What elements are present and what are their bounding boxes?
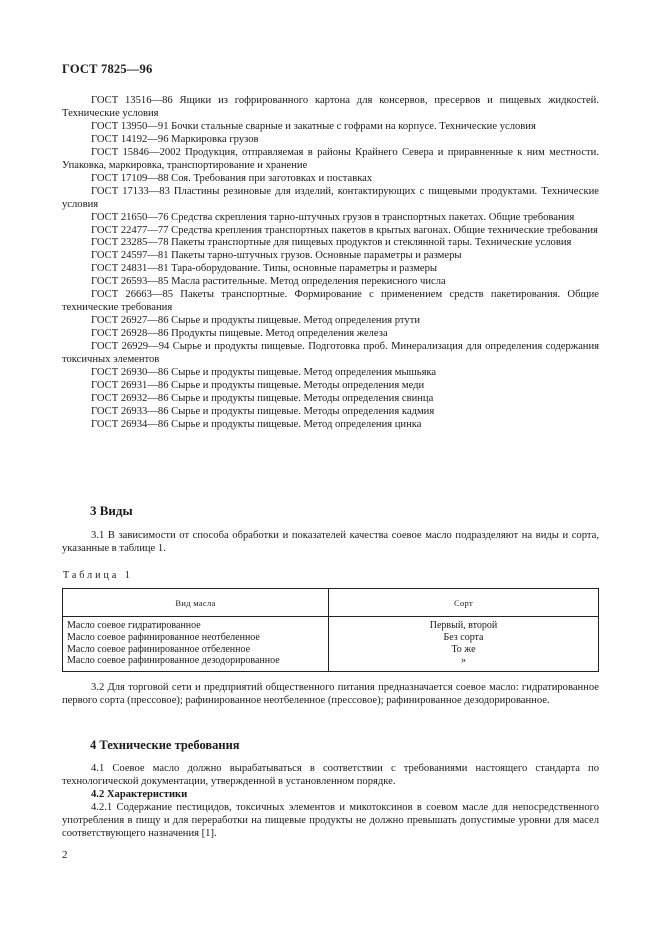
reference-item: ГОСТ 13950—91 Бочки стальные сварные и закатные с гофрами на корпусе. Технические условия: [91, 120, 536, 132]
column-header-grade: Сорт: [329, 589, 599, 617]
cell-kind: Масло соевое рафинированное дезодорированное: [63, 655, 329, 671]
reference-item: ГОСТ 26930—86 Сырье и продукты пищевые. Метод определения мышьяка: [91, 367, 437, 379]
table-row: [63, 655, 599, 671]
cell-kind: Масло соевое рафинированное неотбеленное: [63, 632, 329, 644]
reference-item: ГОСТ 26932—86 Сырье и продукты пищевые. Методы определения свинца: [91, 392, 434, 404]
section-3-heading: 3 Виды: [90, 503, 133, 518]
reference-item: ГОСТ 14192—96 Маркировка грузов: [91, 133, 259, 145]
page-number: 2: [62, 849, 68, 861]
reference-item: ГОСТ 15846—2002 Продукция, отправляемая в районы Крайнего Севера и приравненные к ним местности. Упаковка, маркировка, транспортирование и хранение: [62, 146, 599, 171]
reference-item: ГОСТ 13516—86 Ящики из гофрированного картона для консервов, пресервов и пищевых жидкостей. Технические условия: [62, 95, 599, 119]
reference-item: ГОСТ 26933—86 Сырье и продукты пищевые. Методы определения кадмия: [91, 405, 435, 417]
subsection-heading: 4.2 Характеристики: [91, 789, 188, 800]
section-3-paragraph-2: [62, 681, 599, 707]
reference-item: ГОСТ 26929—94 Сырье и продукты пищевые. Подготовка проб. Минерализация для определения содержания токсичных элементов: [62, 341, 599, 366]
table-caption: Таблица 1: [63, 570, 133, 581]
cell-kind: Масло соевое рафинированное отбеленное: [63, 644, 329, 656]
reference-item: ГОСТ 26928—86 Продукты пищевые. Метод определения железа: [91, 328, 388, 340]
reference-item: ГОСТ 24597—81 Пакеты тарно-штучных грузов. Основные параметры и размеры: [91, 250, 462, 262]
reference-item: ГОСТ 26927—86 Сырье и продукты пищевые. Метод определения ртути: [91, 315, 421, 327]
cell-grade: Без сорта: [329, 632, 599, 644]
reference-item: ГОСТ 21650—76 Средства скрепления тарно-штучных грузов в транспортных пакетах. Общие требования: [91, 211, 575, 223]
cell-grade: То же: [329, 644, 599, 656]
table-row: [63, 632, 599, 644]
section-4-heading: 4 Технические требования: [90, 738, 240, 752]
paragraph-text: 4.1 Соевое масло должно вырабатываться в соответствии с требованиями настоящего стандарта по технологической документации, утвержденной в установленном порядке.: [62, 763, 599, 787]
paragraph-text: 3.1 В зависимости от способа обработки и показателей качества соевое масло подразделяют на виды и сорта, указанные в таблице 1.: [62, 530, 599, 554]
normative-references-list: [62, 95, 599, 432]
table-header-row: [63, 589, 599, 617]
document-id: ГОСТ 7825—96: [62, 62, 153, 76]
reference-item: ГОСТ 17109—88 Соя. Требования при заготовках и поставках: [91, 172, 373, 184]
reference-item: ГОСТ 26934—86 Сырье и продукты пищевые. Метод определения цинка: [91, 418, 422, 430]
table-row: [63, 644, 599, 656]
reference-item: ГОСТ 26931—86 Сырье и продукты пищевые. Методы определения меди: [91, 379, 425, 391]
section-3-paragraph-1: [62, 529, 599, 555]
cell-grade: »: [329, 655, 599, 671]
column-header-kind: Вид масла: [63, 589, 329, 617]
paragraph-text: 3.2 Для торговой сети и предприятий общественного питания предназначается соевое масло: гидратированное первого сорта (прессовое); рафинированное неотбеленное (прессовое); рафинированное дезодорированное.: [62, 682, 599, 706]
table-row: [63, 617, 599, 632]
reference-item: ГОСТ 23285—78 Пакеты транспортные для пищевых продуктов и стеклянной тары. Технические условия: [91, 237, 572, 249]
reference-item: ГОСТ 22477—77 Средства крепления транспортных пакетов в крытых вагонах. Общие технические требования: [91, 224, 598, 236]
cell-grade: Первый, второй: [329, 617, 599, 632]
section-4-body: [62, 762, 599, 840]
cell-kind: Масло соевое гидратированное: [63, 617, 329, 632]
reference-item: ГОСТ 26593—85 Масла растительные. Метод определения перекисного числа: [91, 276, 446, 288]
reference-item: ГОСТ 17133—83 Пластины резиновые для изделий, контактирующих с пищевыми продуктами. Технические условия: [62, 185, 599, 210]
reference-item: ГОСТ 26663—85 Пакеты транспортные. Формирование с применением средств пакетирования. Общие технические требования: [62, 289, 599, 314]
oil-types-table: [62, 588, 599, 672]
reference-item: ГОСТ 24831—81 Тара-оборудование. Типы, основные параметры и размеры: [91, 263, 438, 275]
paragraph-text: 4.2.1 Содержание пестицидов, токсичных элементов и микотоксинов в соевом масле для непосредственного употребления в пищу и для переработки на пищевые продукты не должно превышать допустимые уровни для масел соответствующего назначения [1].: [62, 802, 599, 839]
